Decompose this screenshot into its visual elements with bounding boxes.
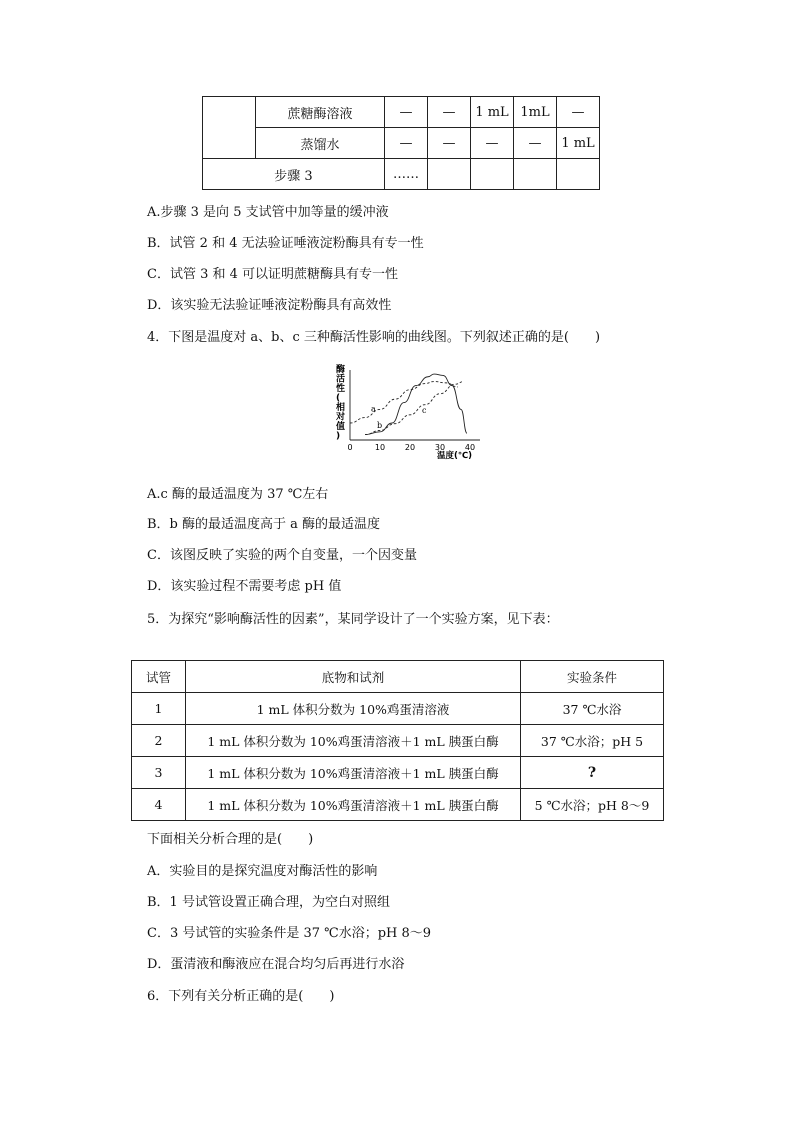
y-axis-label <box>335 364 345 442</box>
q5-prompt: 下面相关分析合理的是( ) <box>147 832 314 847</box>
header-tube: 试管 <box>132 661 186 693</box>
table-cell: 1mL <box>514 97 557 128</box>
merged-cell <box>203 97 256 159</box>
condition-cell: 5 ℃水浴；pH 8～9 <box>521 789 664 821</box>
table-cell: — <box>471 128 514 159</box>
q3-option-d: D．该实验无法验证唾液淀粉酶具有高效性 <box>147 298 392 313</box>
reagent-cell: 1 mL 体积分数为 10%鸡蛋清溶液＋1 mL 胰蛋白酶 <box>186 789 521 821</box>
row-label: 蔗糖酶溶液 <box>256 97 385 128</box>
q5-option-a: A．实验目的是探究温度对酶活性的影响 <box>147 864 378 879</box>
table-cell <box>471 159 514 190</box>
q4-stem: 4．下图是温度对 a、b、c 三种酶活性影响的曲线图。下列叙述正确的是( ) <box>147 330 601 345</box>
table-row <box>203 128 600 159</box>
q5-stem: 5．为探究“影响酶活性的因素”，某同学设计了一个实验方案，见下表： <box>147 612 559 627</box>
table-row <box>132 757 664 789</box>
table-cell <box>557 159 600 190</box>
q5-option-d: D．蛋清液和酶液应在混合均匀后再进行水浴 <box>147 957 405 972</box>
curve-label-b: b <box>377 420 383 430</box>
y-axis-label-char: 性 <box>336 384 346 394</box>
table-cell <box>428 159 471 190</box>
reagent-cell: 1 mL 体积分数为 10%鸡蛋清溶液＋1 mL 胰蛋白酶 <box>186 725 521 757</box>
table-cell: — <box>385 97 428 128</box>
y-axis-label-char: 相 <box>336 403 346 413</box>
x-tick-label: 0 <box>347 443 353 452</box>
x-axis-label: 温度(℃) <box>437 451 473 461</box>
tube-number: 3 <box>132 757 186 789</box>
reagent-table <box>202 96 600 190</box>
curve-label-a: a <box>371 404 376 414</box>
condition-cell: ? <box>521 757 664 789</box>
row-label: 蒸馏水 <box>256 128 385 159</box>
y-axis-label-char: 对 <box>336 412 346 423</box>
tube-number: 2 <box>132 725 186 757</box>
step3-label: 步骤 3 <box>203 159 385 190</box>
enzyme-activity-chart <box>330 364 490 464</box>
table-row <box>132 725 664 757</box>
q5-option-b: B．1 号试管设置正确合理，为空白对照组 <box>147 895 390 910</box>
x-tick-label: 30 <box>434 443 446 452</box>
x-tick-label: 40 <box>464 443 476 452</box>
table-row <box>132 693 664 725</box>
tube-number: 1 <box>132 693 186 725</box>
condition-cell: 37 ℃水浴 <box>521 693 664 725</box>
q4-option-c: C．该图反映了实验的两个自变量，一个因变量 <box>147 548 417 563</box>
q5-option-c: C．3 号试管的实验条件是 37 ℃水浴；pH 8～9 <box>147 926 432 941</box>
y-axis-label-char: ) <box>336 431 341 442</box>
q6-stem: 6．下列有关分析正确的是( ) <box>147 989 335 1004</box>
header-reagent: 底物和试剂 <box>186 661 521 693</box>
q4-option-d: D．该实验过程不需要考虑 pH 值 <box>147 579 342 594</box>
curve-label-c: c <box>422 405 427 415</box>
table-cell: — <box>385 128 428 159</box>
table-cell: 1 mL <box>471 97 514 128</box>
table-row <box>132 789 664 821</box>
experiment-table <box>131 660 664 821</box>
y-axis-label-char: 酶 <box>336 365 346 375</box>
table-cell: — <box>428 97 471 128</box>
y-axis-label-char: 值 <box>336 422 346 432</box>
table-row <box>203 159 600 190</box>
table-row <box>203 97 600 128</box>
table-cell: — <box>428 128 471 159</box>
y-axis-label-char: ( <box>336 393 341 404</box>
table-cell: 1 mL <box>557 128 600 159</box>
x-tick-label: 20 <box>404 443 416 452</box>
table-cell: — <box>557 97 600 128</box>
q4-option-a: A.c 酶的最适温度为 37 ℃左右 <box>147 487 329 502</box>
q3-option-b: B．试管 2 和 4 无法验证唾液淀粉酶具有专一性 <box>147 236 424 251</box>
reagent-cell: 1 mL 体积分数为 10%鸡蛋清溶液 <box>186 693 521 725</box>
table-cell <box>514 159 557 190</box>
condition-cell: 37 ℃水浴；pH 5 <box>521 725 664 757</box>
table-cell: — <box>514 128 557 159</box>
reagent-cell: 1 mL 体积分数为 10%鸡蛋清溶液＋1 mL 胰蛋白酶 <box>186 757 521 789</box>
y-axis-label-char: 活 <box>336 374 346 385</box>
q3-option-a: A.步骤 3 是向 5 支试管中加等量的缓冲液 <box>147 205 389 220</box>
tube-number: 4 <box>132 789 186 821</box>
table-header-row <box>132 661 664 693</box>
x-tick-label: 10 <box>374 443 386 452</box>
q3-option-c: C．试管 3 和 4 可以证明蔗糖酶具有专一性 <box>147 267 399 282</box>
header-condition: 实验条件 <box>521 661 664 693</box>
step3-value: …… <box>385 159 428 190</box>
q4-option-b: B．b 酶的最适温度高于 a 酶的最适温度 <box>147 517 381 532</box>
